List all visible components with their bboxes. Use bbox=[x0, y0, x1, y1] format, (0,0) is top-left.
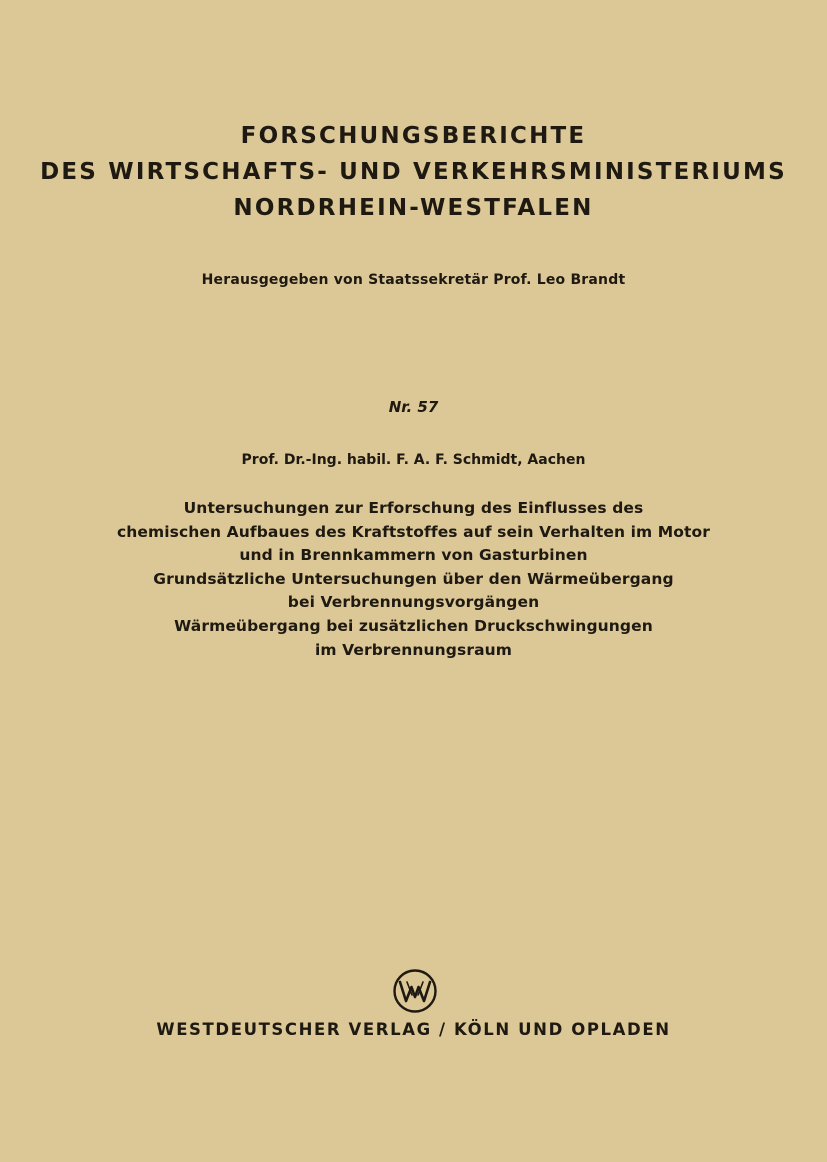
series-title bbox=[0, 118, 827, 226]
title-line-6: Wärmeübergang bei zusätzlichen Druckschwingungen bbox=[174, 616, 653, 635]
series-title-line-1: FORSCHUNGSBERICHTE bbox=[240, 123, 587, 149]
title-line-5: bei Verbrennungsvorgängen bbox=[287, 593, 540, 612]
issue-number: Nr. 57 bbox=[388, 398, 439, 416]
title-line-2: chemischen Aufbaues des Kraftstoffes auf sein Verhalten im Motor bbox=[116, 522, 711, 541]
title-line-3: und in Brennkammern von Gasturbinen bbox=[239, 546, 588, 565]
work-titles bbox=[0, 497, 827, 662]
title-line-7: im Verbrennungsraum bbox=[314, 640, 513, 659]
title-line-4: Grundsätzliche Untersuchungen über den Wärmeübergang bbox=[153, 569, 674, 588]
title-line-1: Untersuchungen zur Erforschung des Einflusses des bbox=[183, 499, 644, 517]
author-line: Prof. Dr.-Ing. habil. F. A. F. Schmidt, Aachen bbox=[241, 452, 586, 468]
series-title-line-3: NORDRHEIN-WESTFALEN bbox=[233, 195, 594, 221]
publisher-logo-icon bbox=[392, 968, 438, 1014]
editor-line: Herausgegeben von Staatssekretär Prof. Leo Brandt bbox=[201, 272, 626, 288]
series-title-line-2: DES WIRTSCHAFTS- UND VERKEHRSMINISTERIUMS bbox=[40, 159, 787, 185]
publisher-line: WESTDEUTSCHER VERLAG / KÖLN UND OPLADEN bbox=[156, 1020, 671, 1039]
